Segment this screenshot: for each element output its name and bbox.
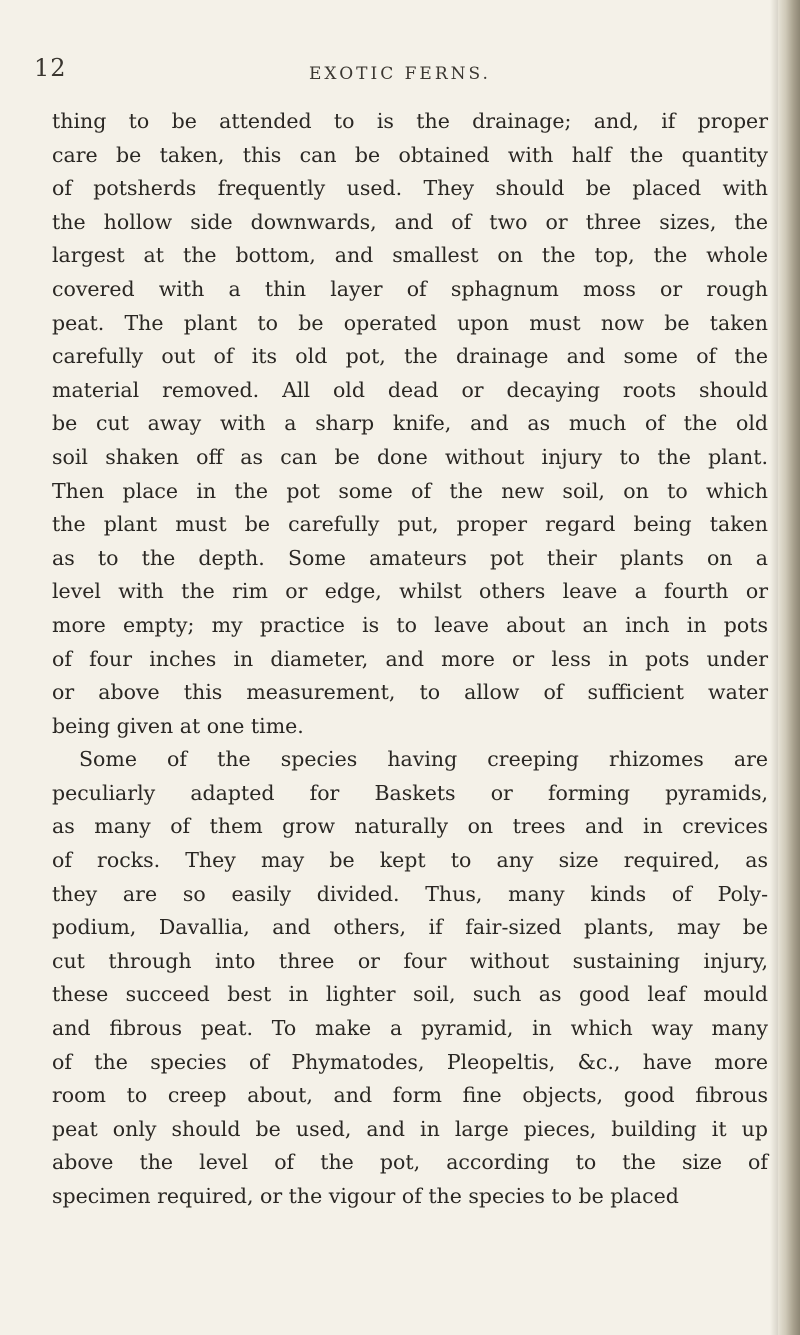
text-line: Some of the species having creeping rhizomes are (79, 747, 768, 772)
text-line: cut through into three or four without sustaining injury, (52, 948, 768, 973)
text-line: of four inches in diameter, and more or less in pots under (52, 646, 768, 671)
text-line: or above this measurement, to allow of sufficient water (52, 680, 768, 705)
page-edge (778, 0, 800, 1335)
text-line: being given at one time. (52, 713, 304, 738)
running-title: EXOTIC FERNS. (309, 64, 491, 84)
text-line: podium, Davallia, and others, if fair-sized plants, may be (52, 915, 768, 940)
text-line: care be taken, this can be obtained with half the quantity (52, 142, 768, 167)
text-line: carefully out of its old pot, the drainage and some of the (52, 344, 768, 369)
page-number: 12 (34, 54, 67, 82)
text-line: peat only should be used, and in large pieces, building it up (52, 1116, 768, 1141)
text-line: peat. The plant to be operated upon must now be taken (52, 310, 768, 335)
text-line: level with the rim or edge, whilst others leave a fourth or (52, 579, 768, 604)
text-line: these succeed best in lighter soil, such as good leaf mould (52, 982, 768, 1007)
text-line: more empty; my practice is to leave about an inch in pots (52, 612, 768, 637)
text-line: soil shaken off as can be done without injury to the plant. (52, 444, 768, 469)
text-line: material removed. All old dead or decaying roots should (52, 377, 768, 402)
text-line: room to creep about, and form fine objects, good fibrous (52, 1083, 768, 1108)
text-line: above the level of the pot, according to the size of (52, 1150, 768, 1175)
body-text (52, 105, 768, 1214)
text-line: peculiarly adapted for Baskets or forming pyramids, (52, 780, 768, 805)
text-line: they are so easily divided. Thus, many kinds of Poly- (52, 881, 768, 906)
text-line: covered with a thin layer of sphagnum moss or rough (52, 276, 768, 301)
text-line: largest at the bottom, and smallest on the top, the whole (52, 243, 768, 268)
text-line: be cut away with a sharp knife, and as much of the old (52, 411, 768, 436)
text-line: thing to be attended to is the drainage; and, if proper (52, 109, 768, 133)
text-line: as to the depth. Some amateurs pot their plants on a (52, 545, 768, 570)
text-line: of the species of Phymatodes, Pleopeltis, &c., have more (52, 1049, 768, 1074)
text-line: of rocks. They may be kept to any size required, as (52, 848, 768, 873)
text-line: of potsherds frequently used. They should be placed with (52, 176, 768, 201)
text-line: the plant must be carefully put, proper regard being taken (52, 512, 768, 537)
text-line: Then place in the pot some of the new soil, on to which (52, 478, 768, 503)
text-line: the hollow side downwards, and of two or three sizes, the (52, 209, 768, 234)
text-line: as many of them grow naturally on trees and in crevices (52, 814, 768, 839)
text-line: and fibrous peat. To make a pyramid, in which way many (52, 1016, 768, 1041)
text-line: specimen required, or the vigour of the species to be placed (52, 1184, 679, 1208)
page-gutter-shadow (770, 0, 778, 1335)
